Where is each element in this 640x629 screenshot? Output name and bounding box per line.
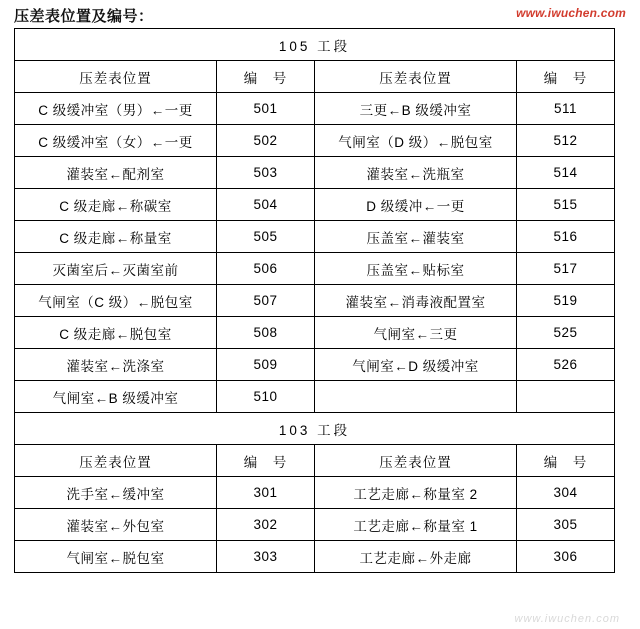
cell-number-empty <box>517 381 615 413</box>
column-header-position-left: 压差表位置 <box>15 445 217 477</box>
pressure-gauge-table-wrapper <box>14 28 614 573</box>
cell-number: 508 <box>217 317 315 349</box>
table-row <box>15 221 615 253</box>
column-header-number-left: 编 号 <box>217 61 315 93</box>
cell-position: 灌装室←消毒液配置室 <box>315 285 517 317</box>
table-header-row <box>15 445 615 477</box>
section-title-105: 105 工段 <box>15 29 615 61</box>
section-title-103: 103 工段 <box>15 413 615 445</box>
column-header-position-right: 压差表位置 <box>315 61 517 93</box>
cell-number: 505 <box>217 221 315 253</box>
cell-position: 洗手室←缓冲室 <box>15 477 217 509</box>
cell-position: 灌装室←配剂室 <box>15 157 217 189</box>
cell-number: 519 <box>517 285 615 317</box>
cell-position: C 级缓冲室（男）←一更 <box>15 93 217 125</box>
table-row <box>15 509 615 541</box>
cell-number: 525 <box>517 317 615 349</box>
cell-position: C 级缓冲室（女）←一更 <box>15 125 217 157</box>
cell-number: 509 <box>217 349 315 381</box>
column-header-number-left: 编 号 <box>217 445 315 477</box>
cell-number: 506 <box>217 253 315 285</box>
table-row <box>15 93 615 125</box>
table-row <box>15 285 615 317</box>
cell-number: 510 <box>217 381 315 413</box>
cell-position: 灌装室←外包室 <box>15 509 217 541</box>
cell-number: 526 <box>517 349 615 381</box>
cell-number: 507 <box>217 285 315 317</box>
column-header-number-right: 编 号 <box>517 61 615 93</box>
cell-position: 压盖室←贴标室 <box>315 253 517 285</box>
column-header-position-left: 压差表位置 <box>15 61 217 93</box>
table-header-row <box>15 61 615 93</box>
cell-position: 气闸室←三更 <box>315 317 517 349</box>
table-section-header-row <box>15 413 615 445</box>
cell-number: 303 <box>217 541 315 573</box>
cell-number: 305 <box>517 509 615 541</box>
cell-number: 511 <box>517 93 615 125</box>
table-row <box>15 541 615 573</box>
cell-number: 512 <box>517 125 615 157</box>
cell-position: 气闸室（C 级）←脱包室 <box>15 285 217 317</box>
table-row <box>15 157 615 189</box>
cell-position: 压盖室←灌装室 <box>315 221 517 253</box>
table-row <box>15 189 615 221</box>
cell-position: D 级缓冲←一更 <box>315 189 517 221</box>
faded-watermark: www.iwuchen.com <box>514 613 620 625</box>
cell-number: 517 <box>517 253 615 285</box>
pressure-gauge-table <box>14 28 615 573</box>
cell-number: 504 <box>217 189 315 221</box>
cell-position-empty <box>315 381 517 413</box>
table-row <box>15 477 615 509</box>
cell-position: 工艺走廊←外走廊 <box>315 541 517 573</box>
cell-position: 三更←B 级缓冲室 <box>315 93 517 125</box>
page-title: 压差表位置及编号： <box>14 8 154 25</box>
cell-position: 灌装室←洗涤室 <box>15 349 217 381</box>
cell-position: 气闸室（D 级）←脱包室 <box>315 125 517 157</box>
table-row <box>15 125 615 157</box>
cell-number: 301 <box>217 477 315 509</box>
cell-position: C 级走廊←脱包室 <box>15 317 217 349</box>
watermark-url: www.iwuchen.com <box>516 6 626 20</box>
table-row <box>15 381 615 413</box>
cell-position: C 级走廊←称量室 <box>15 221 217 253</box>
cell-number: 516 <box>517 221 615 253</box>
cell-position: 气闸室←B 级缓冲室 <box>15 381 217 413</box>
cell-number: 514 <box>517 157 615 189</box>
table-row <box>15 317 615 349</box>
table-section-header-row <box>15 29 615 61</box>
cell-number: 502 <box>217 125 315 157</box>
cell-position: C 级走廊←称碳室 <box>15 189 217 221</box>
cell-position: 灭菌室后←灭菌室前 <box>15 253 217 285</box>
cell-position: 气闸室←脱包室 <box>15 541 217 573</box>
table-row <box>15 253 615 285</box>
table-row <box>15 349 615 381</box>
cell-position: 工艺走廊←称量室 1 <box>315 509 517 541</box>
cell-position: 气闸室←D 级缓冲室 <box>315 349 517 381</box>
column-header-number-right: 编 号 <box>517 445 615 477</box>
cell-number: 501 <box>217 93 315 125</box>
cell-number: 503 <box>217 157 315 189</box>
cell-position: 工艺走廊←称量室 2 <box>315 477 517 509</box>
cell-number: 302 <box>217 509 315 541</box>
cell-number: 304 <box>517 477 615 509</box>
cell-number: 515 <box>517 189 615 221</box>
column-header-position-right: 压差表位置 <box>315 445 517 477</box>
cell-number: 306 <box>517 541 615 573</box>
cell-position: 灌装室←洗瓶室 <box>315 157 517 189</box>
